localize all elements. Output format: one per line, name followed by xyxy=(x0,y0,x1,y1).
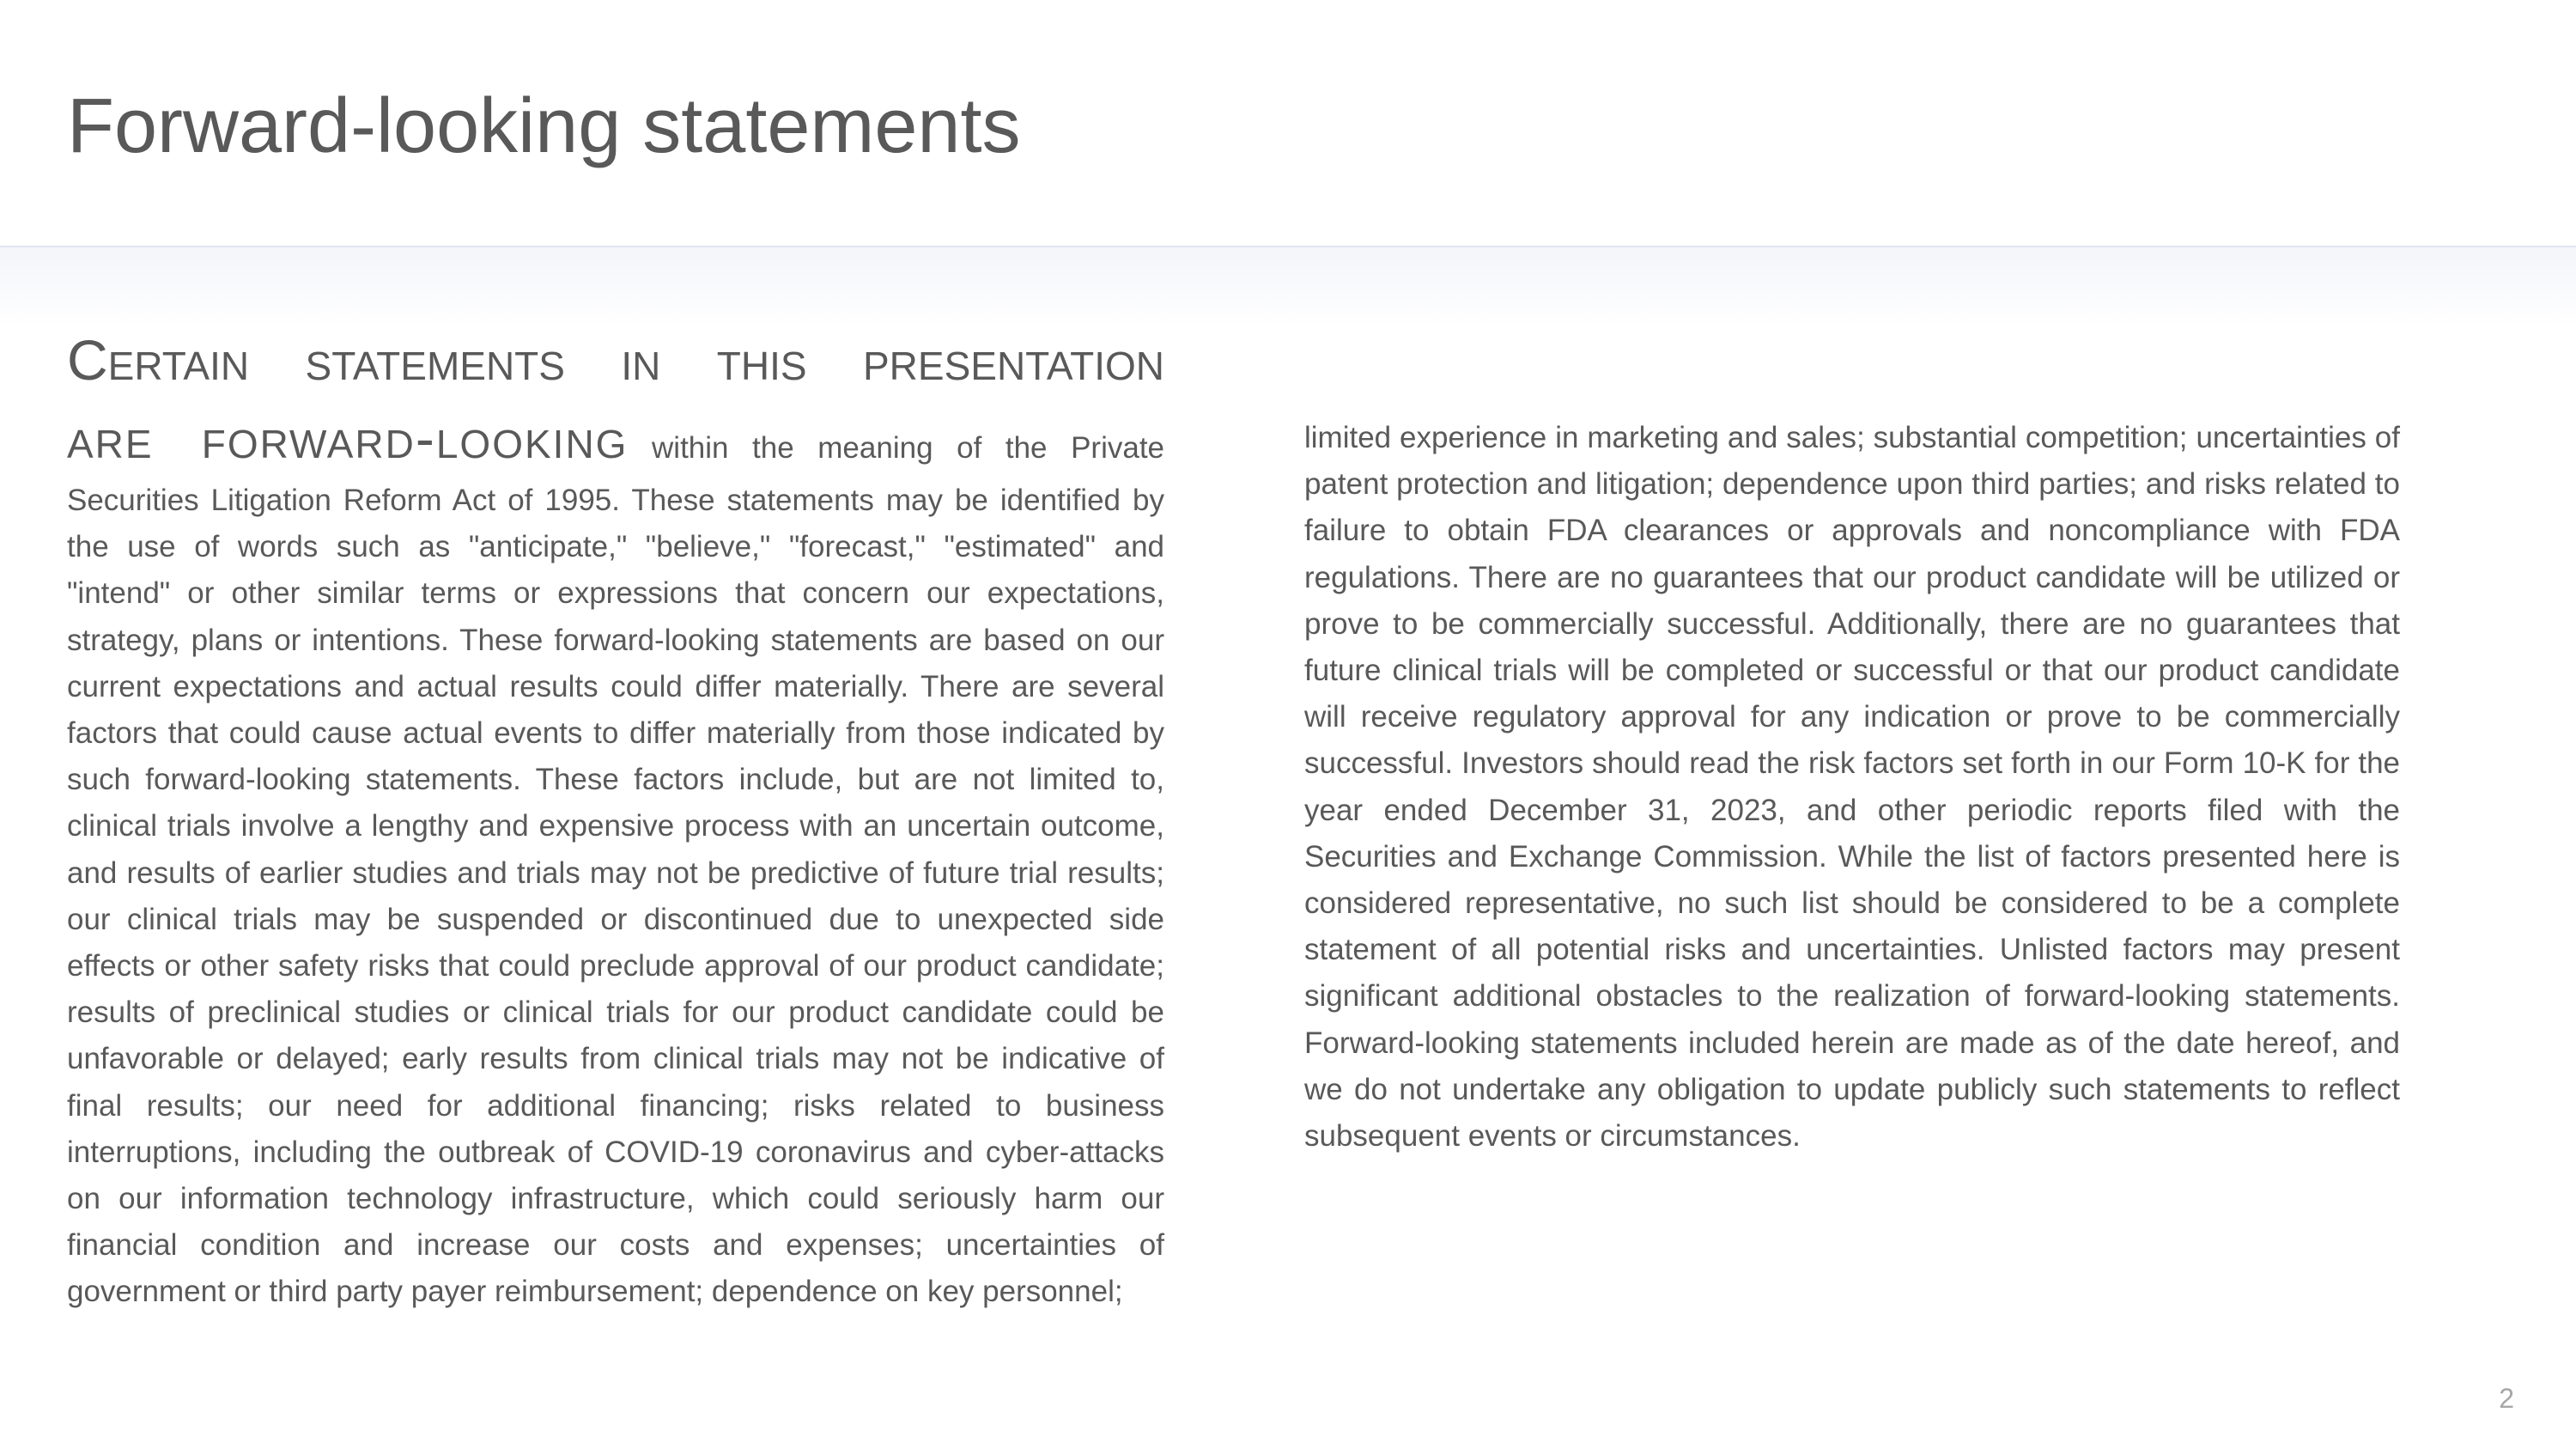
left-paragraph-text: within the meaning of the Private Securities Litigation Reform Act of 1995. These statements may be identified by the use of words such as "anticipate," "believe," "forecast," "estimated" and "intend" or other similar terms or expressions that concern our expectations, strategy, plans or intentions. These forward-looking statements are based on our current expectations and actual results could differ materially. There are several factors that could cause actual events to differ materially from those indicated by such forward-looking statements. These factors include, but are not limited to, clinical trials involve a lengthy and expensive process with an uncertain outcome, and results of earlier studies and trials may not be predictive of future trial results; our clinical trials may be suspended or discontinued due to unexpected side effects or other safety risks that could preclude approval of our product candidate; results of preclinical studies or clinical trials for our product candidate could be unfavorable or delayed; early results from clinical trials may not be indicative of final results; our need for additional financing; risks related to business interruptions, including the outbreak of COVID-19 coronavirus and cyber-attacks on our information technology infrastructure, which could seriously harm our financial condition and increase our costs and expenses; uncertainties of government or third party payer reimbursement; dependence on key personnel; xyxy=(67,431,1165,1309)
right-paragraph-text: limited experience in marketing and sales; substantial competition; uncertainties of patent protection and litigation; dependence upon third parties; and risks related to failure to obtain FDA clearances or approvals and noncompliance with FDA regulations. There are no guarantees that our product candidate will be utilized or prove to be commercially successful. Additionally, there are no guarantees that future clinical trials will be completed or successful or that our product candidate will receive regulatory approval for any indication or prove to be commercially successful. Investors should read the risk factors set forth in our Form 10-K for the year ended December 31, 2023, and other periodic reports filed with the Securities and Exchange Commission. While the list of factors presented here is considered representative, no such list should be considered to be a complete statement of all potential risks and uncertainties. Unlisted factors may present significant additional obstacles to the realization of forward-looking statements. Forward-looking statements included herein are made as of the date hereof, and we do not undertake any obligation to update publicly such statements to reflect subsequent events or circumstances. xyxy=(1304,421,2400,1154)
disclaimer-column-left xyxy=(67,321,1164,1316)
left-paragraph xyxy=(67,399,1164,1316)
disclaimer-column-right xyxy=(1304,415,2400,1160)
page-number: 2 xyxy=(2499,1383,2514,1414)
lead-heading-line-2: are forward-looking xyxy=(67,406,629,470)
header-divider-band xyxy=(0,246,2576,326)
lead-heading-line-1: Certain statements in this presentation xyxy=(67,328,1164,392)
slide-title: Forward-looking statements xyxy=(67,83,1021,169)
